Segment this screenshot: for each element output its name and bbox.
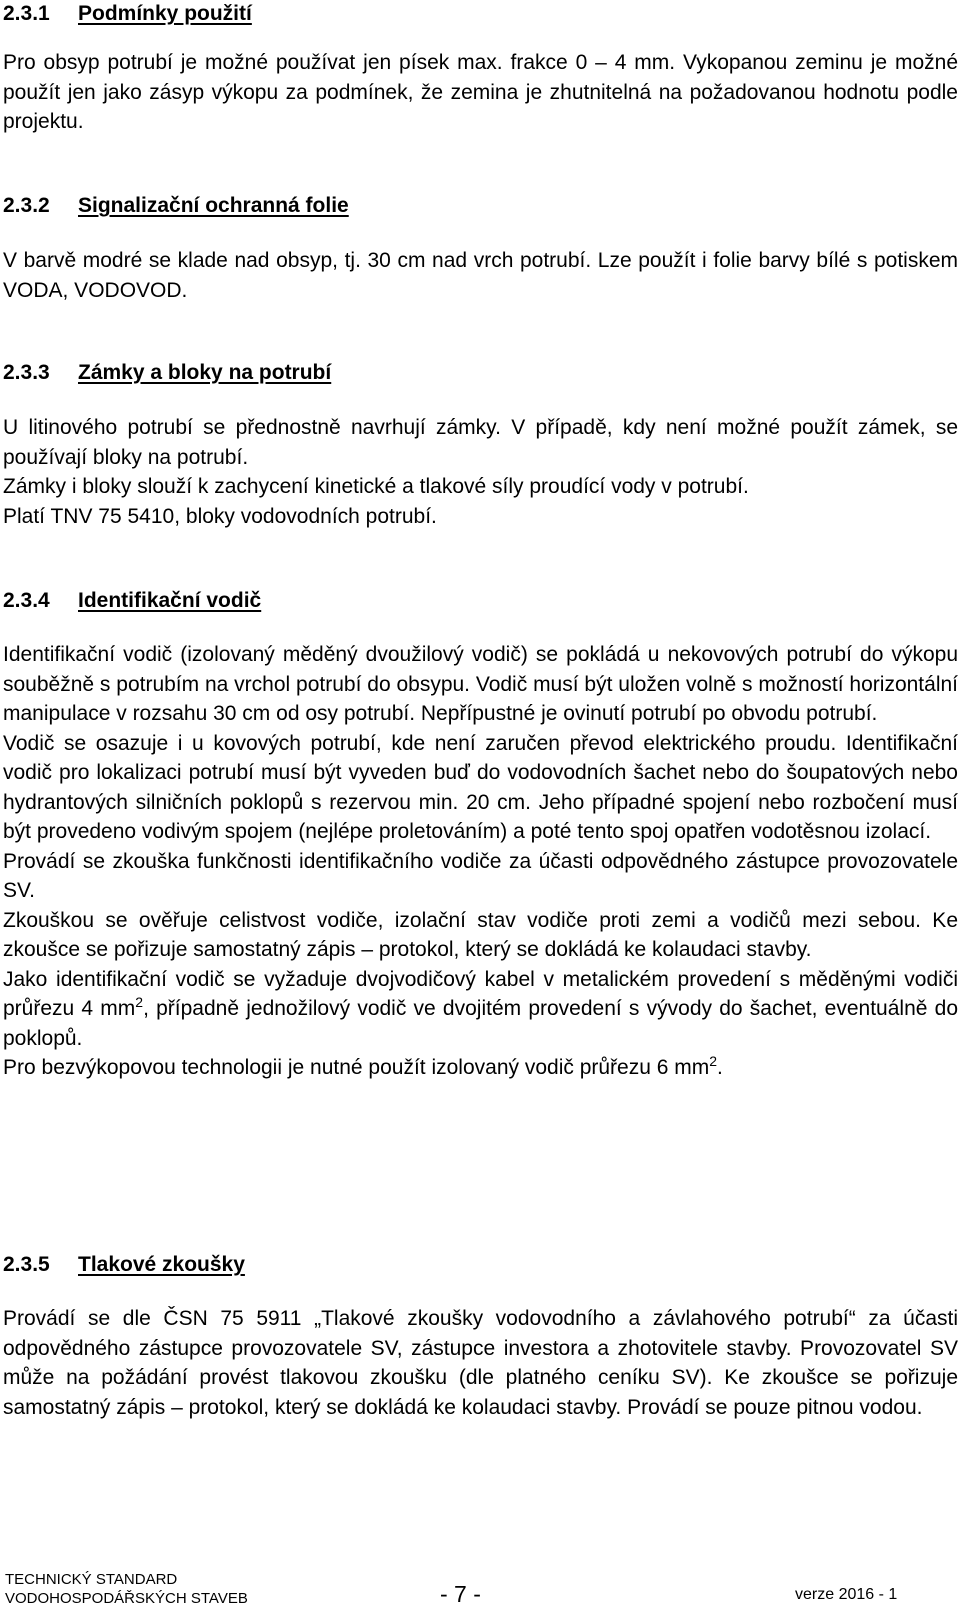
section-body-2-3-1 [3,48,958,137]
superscript: 2 [709,1053,718,1069]
paragraph: U litinového potrubí se přednostně navrhují zámky. V případě, kdy není možné použít zámek, se používají bloky na potrubí. [3,416,958,469]
paragraph: Zkouškou se ověřuje celistvost vodiče, izolační stav vodiče proti zemi a vodičů mezi sebou. Ke zkoušce se pořizuje samostatný zápis – protokol, který se dokládá ke kolaudaci stavby. [3,908,958,961]
paragraph: Provádí se zkouška funkčnosti identifikačního vodiče za účasti odpovědného zástupce provozovatele SV. [3,849,958,902]
paragraph: Vodič se osazuje i u kovových potrubí, kde není zaručen převod elektrického proudu. Identifikační vodič pro lokalizaci potrubí musí být vyveden buď do vodovodních šachet nebo do šoupatových nebo hydrantových silničních poklopů s rezervou min. 20 cm. Jeho případné spojení nebo rozbočení musí být provedeno vodivým spojem (nejlépe proletováním) a poté tento spoj opatřen vodotěsnou izolací. [3,731,958,843]
paragraph: Zámky i bloky slouží k zachycení kinetické a tlakové síly proudící vody v potrubí. [3,475,749,498]
section-number: 2.3.5 [3,1253,50,1276]
section-title: Zámky a bloky na potrubí [78,361,332,384]
paragraph-text: Jako identifikační vodič se vyžaduje dvojvodičový kabel v metalickém provedení s měděnými vodiči průřezu 4 mm [3,967,958,1020]
superscript: 2 [135,994,144,1010]
paragraph-text: . [717,1056,723,1079]
section-body-2-3-4 [3,640,958,1083]
section-heading-2-3-2 [3,194,349,218]
section-title: Podmínky použití [78,2,252,25]
section-number: 2.3.1 [3,2,50,25]
paragraph-text: , případně jednožilový vodič ve dvojitém provedení s vývody do šachet, eventuálně do poklopů. [3,997,958,1050]
section-body-2-3-5 [3,1304,958,1422]
paragraph [3,965,958,1054]
footer-standard-name [5,1570,248,1608]
page-number: - 7 - [440,1581,481,1607]
footer-line: TECHNICKÝ STANDARD [5,1571,178,1588]
section-title: Signalizační ochranná folie [78,194,349,217]
section-heading-2-3-5 [3,1253,245,1277]
paragraph: Pro obsyp potrubí je možné používat jen písek max. frakce 0 – 4 mm. Vykopanou zeminu je možné použít jen jako zásyp výkopu za podmínek, že zemina je zhutnitelná na požadovanou hodnotu podle projektu. [3,51,958,133]
section-heading-2-3-3 [3,361,331,385]
footer-line: VODOHOSPODÁŘSKÝCH STAVEB [5,1590,248,1607]
paragraph: Platí TNV 75 5410, bloky vodovodních potrubí. [3,504,437,528]
section-title: Identifikační vodič [78,589,262,612]
paragraph: Provádí se dle ČSN 75 5911 „Tlakové zkoušky vodovodního a závlahového potrubí“ za účasti odpovědného zástupce provozovatele SV, zástupce investora a zhotovitele stavby. Provozovatel SV může na požádání provést tlakovou zkoušku (dle platného ceníku SV). Ke zkoušce se pořizuje samostatný zápis – protokol, který se dokládá ke kolaudaci stavby. Provádí se pouze pitnou vodou. [3,1307,958,1419]
paragraph [3,1053,958,1083]
section-number: 2.3.3 [3,361,50,384]
section-title: Tlakové zkoušky [78,1253,245,1276]
section-heading-2-3-1 [3,2,252,26]
section-number: 2.3.4 [3,589,50,612]
section-heading-2-3-4 [3,589,261,613]
section-body-2-3-3 [3,413,958,531]
paragraph: V barvě modré se klade nad obsyp, tj. 30 cm nad vrch potrubí. Lze použít i folie barvy bílé s potiskem VODA, VODOVOD. [3,249,958,302]
section-number: 2.3.2 [3,194,50,217]
paragraph: Identifikační vodič (izolovaný měděný dvoužilový vodič) se pokládá u nekovových potrubí do výkopu souběžně s potrubím na vrchol potrubí do obsypu. Vodič musí být uložen volně s možností horizontální manipulace v rozsahu 30 cm od osy potrubí. Nepřípustné je ovinutí potrubí po obvodu potrubí. [3,643,958,725]
paragraph-text: Pro bezvýkopovou technologii je nutné použít izolovaný vodič průřezu 6 mm [3,1056,710,1079]
section-body-2-3-2 [3,246,958,305]
version-label: verze 2016 - 1 [795,1586,898,1603]
